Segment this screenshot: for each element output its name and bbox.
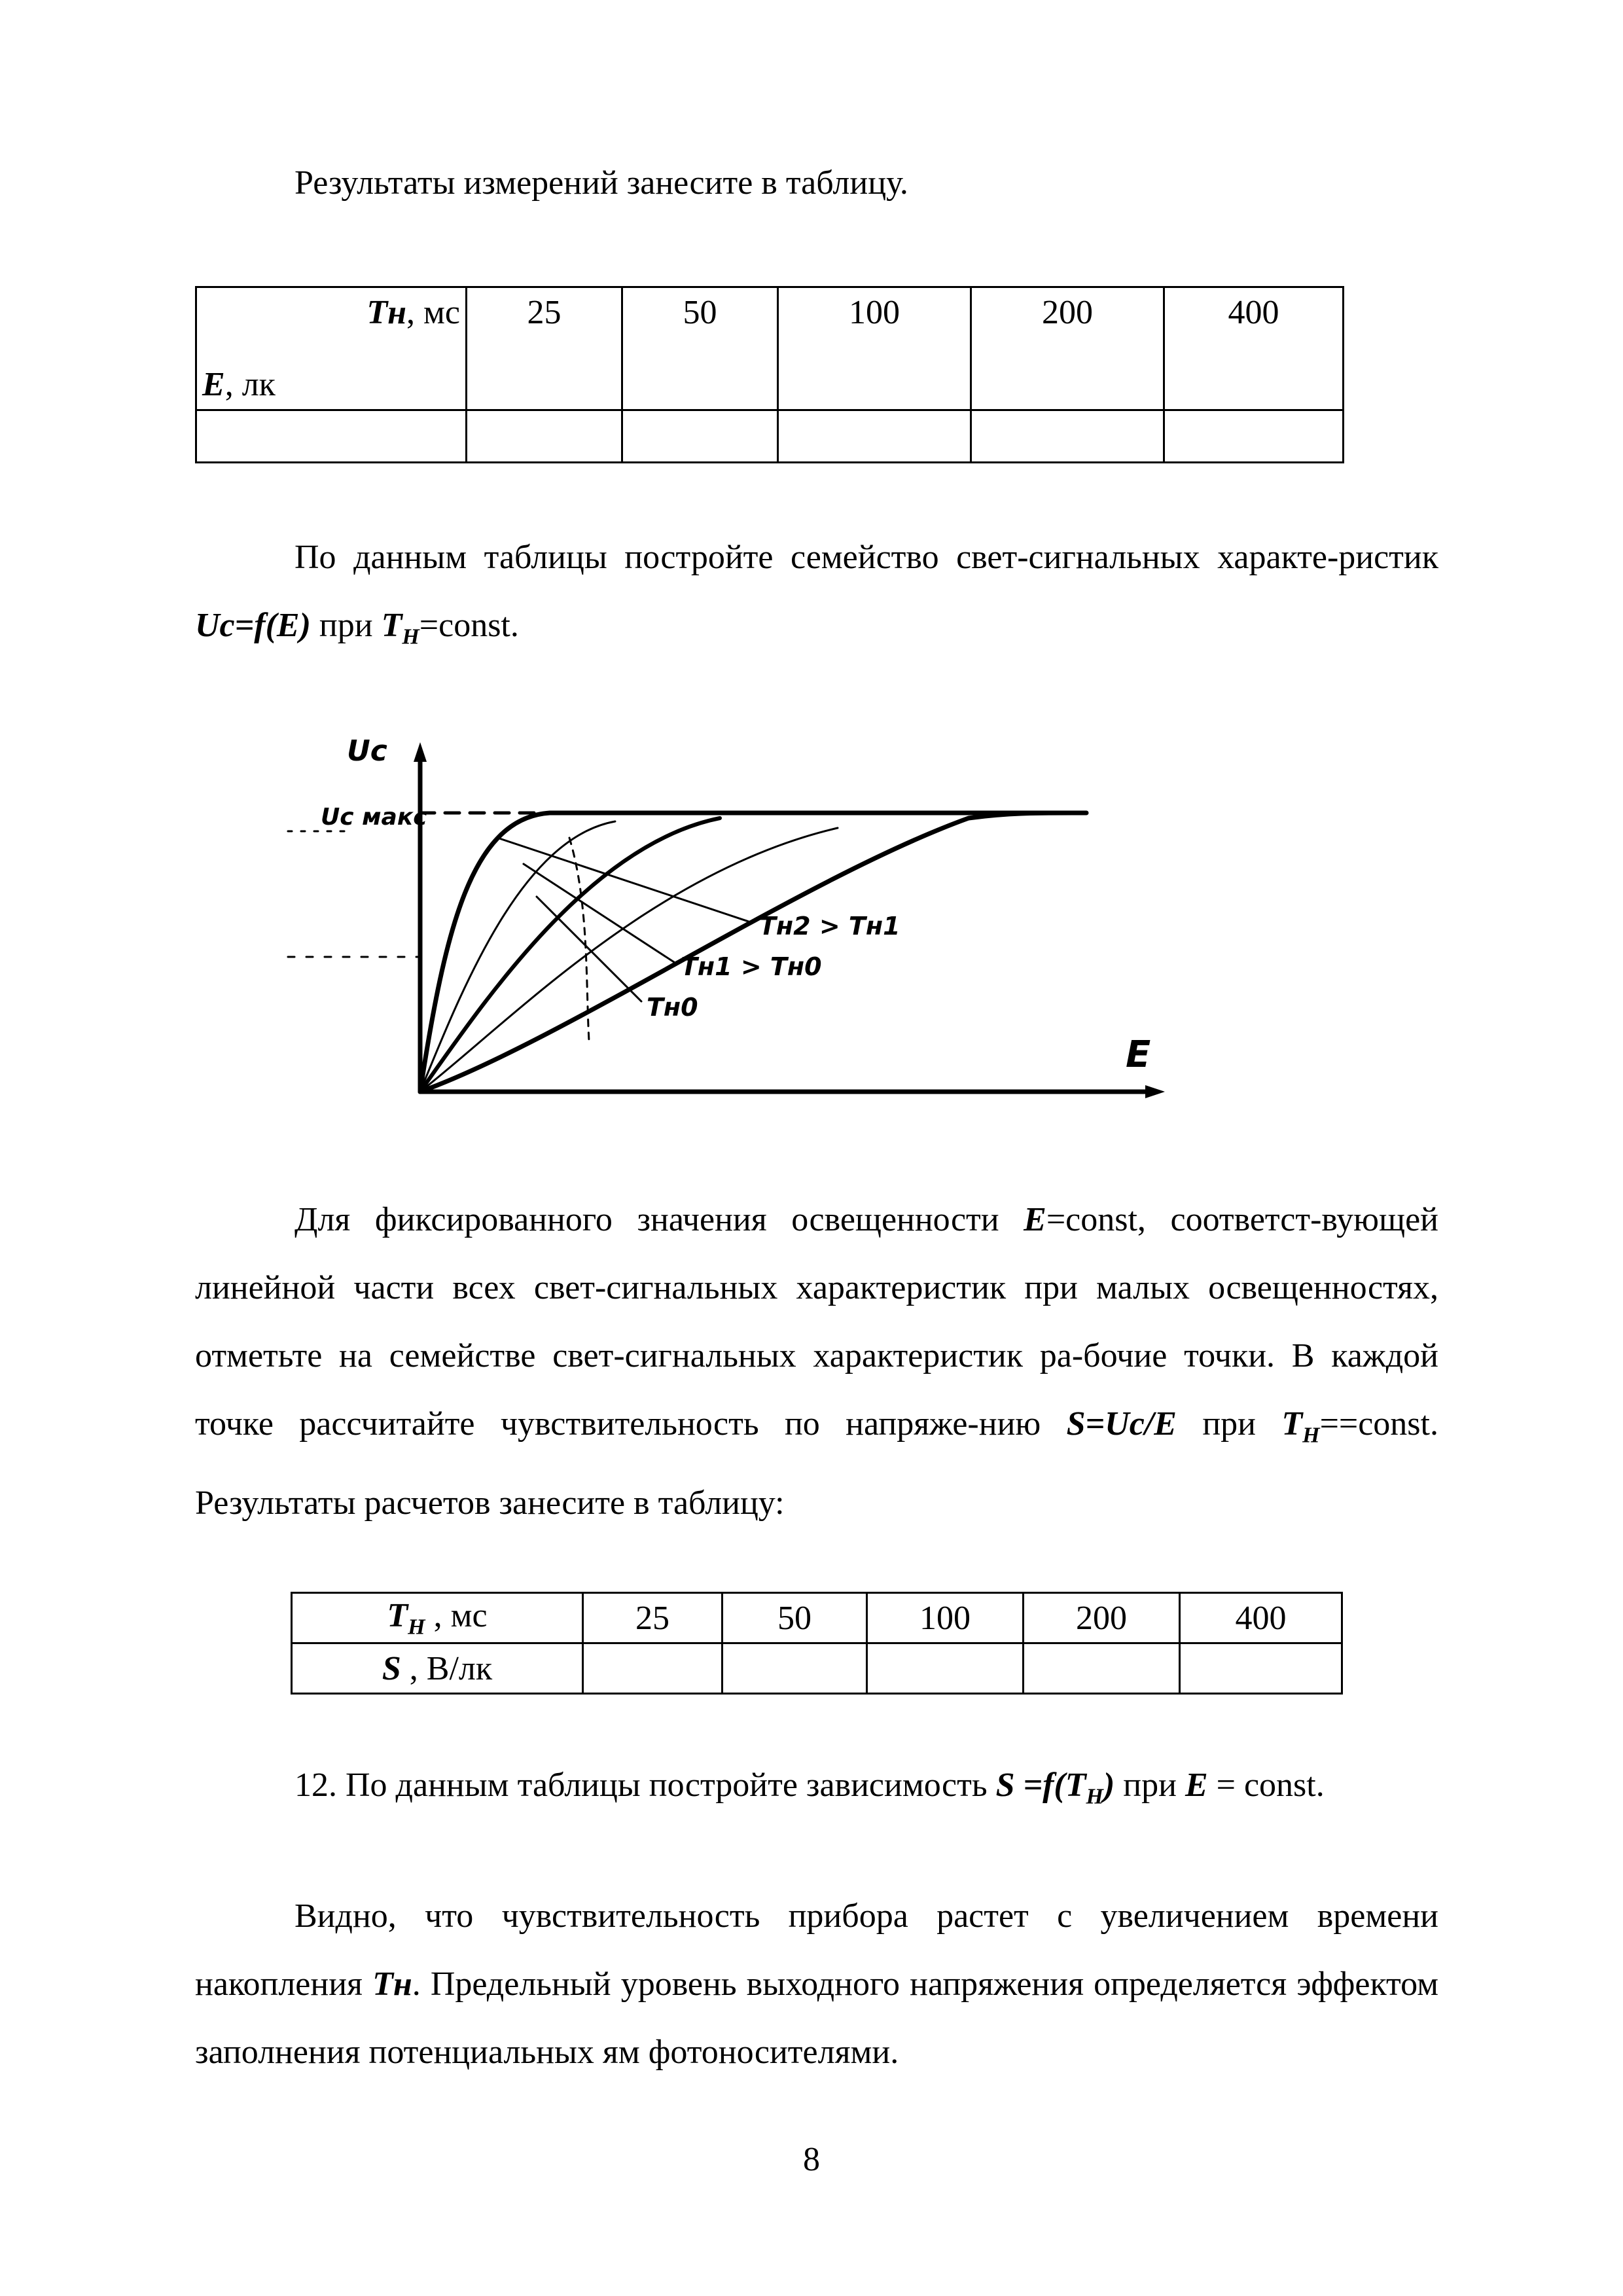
column-header: 25 [583, 1593, 722, 1643]
empty-cell [722, 1643, 867, 1694]
column-header: 25 [467, 287, 622, 410]
table-row [292, 1643, 1342, 1694]
empty-cell [778, 410, 971, 463]
paragraph-task-12: 12. По данным таблицы постройте зависимость $S =f(T_H)$ при E = const. [294, 1767, 1325, 1809]
empty-cell [1180, 1643, 1342, 1694]
y-axis-label: Uc [347, 734, 387, 768]
column-header: 50 [622, 287, 778, 410]
empty-cell [583, 1643, 722, 1694]
table-row [196, 287, 1344, 410]
x-axis-arrow [1145, 1085, 1165, 1098]
empty-cell [971, 410, 1164, 463]
formula: Uc=f(E) [195, 607, 311, 644]
page-number: 8 [803, 2141, 820, 2178]
empty-cell [196, 410, 467, 463]
e-symbol: E [202, 366, 225, 403]
measurement-table [195, 286, 1344, 463]
table-row [292, 1593, 1342, 1643]
empty-cell [467, 410, 622, 463]
curve-th1 [420, 818, 720, 1092]
row-header: $T_H$ , мс [292, 1593, 583, 1643]
column-header: 400 [1180, 1593, 1342, 1643]
empty-cell [867, 1643, 1024, 1694]
column-header: 100 [778, 287, 971, 410]
column-header: 400 [1164, 287, 1344, 410]
curve-label-th1: Тн1 > Тн0 [681, 952, 822, 981]
paragraph-working-points: Для фиксированного значения освещенности E=const, соответст-вующей линейной части всех свет-сигнальных характеристик при малых освещенностях, отметьте на семействе свет-сигнальных характеристик ра-бочие точки. В каждой точке рассчитайте чувствительность по напряже-нию S=Uc/E при $T_H==const$. Результаты расчетов занесите в таблицу: [195, 1201, 1438, 1522]
column-header: 200 [971, 287, 1164, 410]
empty-cell [622, 410, 778, 463]
x-axis-label: E [1126, 1033, 1151, 1076]
intro-paragraph: Результаты измерений занесите в таблицу. [294, 164, 908, 202]
th-unit: , мс [406, 294, 460, 331]
column-header: 200 [1024, 1593, 1180, 1643]
sensitivity-formula: S=Uc/E [1066, 1405, 1177, 1443]
curve-label-th0: Тн0 [647, 993, 698, 1022]
sensitivity-table [291, 1592, 1343, 1695]
empty-cell [1164, 410, 1344, 463]
y-axis-arrow [414, 742, 427, 762]
th-symbol: Тн [366, 294, 406, 331]
paragraph-build-characteristics: По данным таблицы постройте семейство свет-сигнальных характе-ристик Uc=f(E) при $T_H=const$. [195, 539, 1438, 649]
max-voltage-label: Uc макс [321, 804, 427, 831]
corner-header-cell [196, 287, 467, 410]
curve-label-th2: Тн2 > Тн1 [759, 912, 901, 941]
empty-cell [1024, 1643, 1180, 1694]
paragraph-conclusion: Видно, что чувствительность прибора растет с увеличением времени накопления Тн. Предельный уровень выходного напряжения определяется эффектом заполнения потенциальных ям фотоносителями. [195, 1897, 1438, 2071]
light-signal-characteristics-figure [249, 733, 1361, 1139]
column-header: 50 [722, 1593, 867, 1643]
column-header: 100 [867, 1593, 1024, 1643]
e-unit: , лк [224, 366, 276, 403]
row-header: S , В/лк [292, 1643, 583, 1694]
leader-line-th0 [537, 897, 641, 1001]
leader-line-th2 [497, 838, 753, 923]
table-row [196, 410, 1344, 463]
